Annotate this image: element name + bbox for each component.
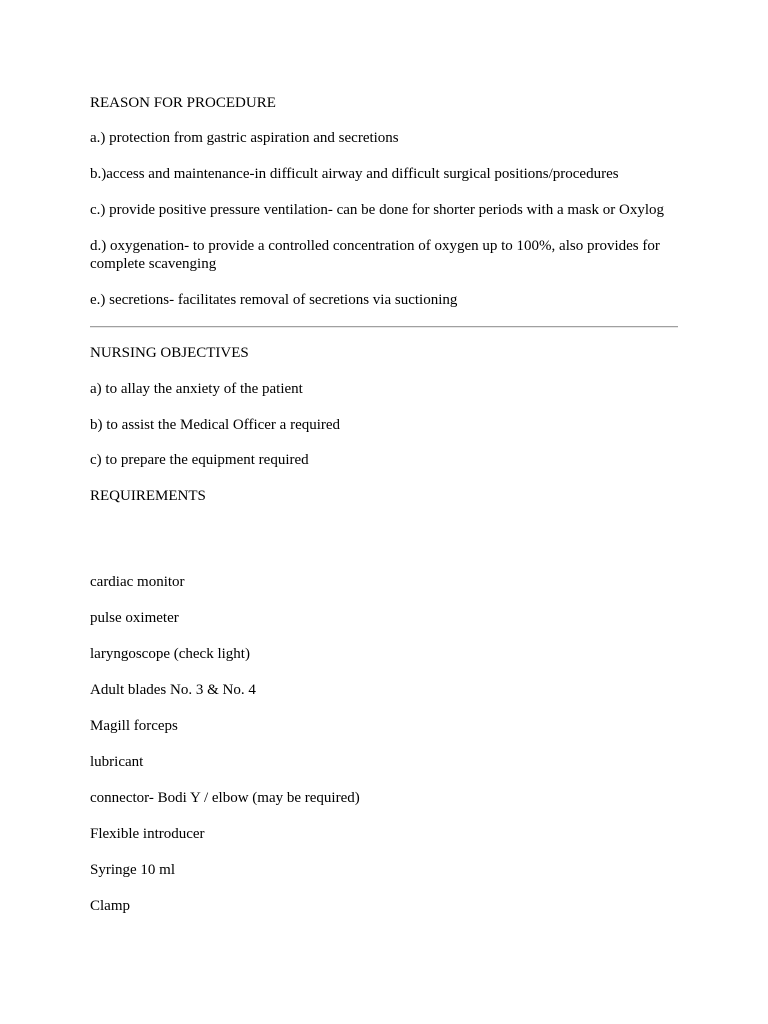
requirement-item: Flexible introducer xyxy=(90,826,205,842)
section-divider xyxy=(90,326,678,328)
reason-heading: REASON FOR PROCEDURE xyxy=(90,95,276,111)
reason-item-d: d.) oxygenation- to provide a controlled concentration of oxygen up to 100%, also provides for complete scavenging xyxy=(90,238,660,272)
requirement-item: lubricant xyxy=(90,754,144,770)
requirement-item: cardiac monitor xyxy=(90,574,185,590)
requirements-heading: REQUIREMENTS xyxy=(90,488,206,504)
requirement-item: pulse oximeter xyxy=(90,610,179,626)
objective-item-b: b) to assist the Medical Officer a required xyxy=(90,417,341,433)
reason-item-a: a.) protection from gastric aspiration and secretions xyxy=(90,130,399,146)
requirement-item: Clamp xyxy=(90,898,130,914)
objectives-heading: NURSING OBJECTIVES xyxy=(90,345,249,361)
requirement-item: connector- Bodi Y / elbow (may be required) xyxy=(90,790,360,806)
objective-item-c: c) to prepare the equipment required xyxy=(90,452,309,468)
requirement-item: laryngoscope (check light) xyxy=(90,646,250,662)
requirement-item: Adult blades No. 3 & No. 4 xyxy=(90,682,256,698)
reason-item-c: c.) provide positive pressure ventilation- can be done for shorter periods with a mask or Oxylog xyxy=(90,202,665,218)
reason-item-b: b.)access and maintenance-in difficult airway and difficult surgical positions/procedures xyxy=(90,166,619,182)
reason-item-e: e.) secretions- facilitates removal of secretions via suctioning xyxy=(90,292,458,308)
requirement-item: Syringe 10 ml xyxy=(90,862,175,878)
objective-item-a: a) to allay the anxiety of the patient xyxy=(90,381,303,397)
requirement-item: Magill forceps xyxy=(90,718,178,734)
